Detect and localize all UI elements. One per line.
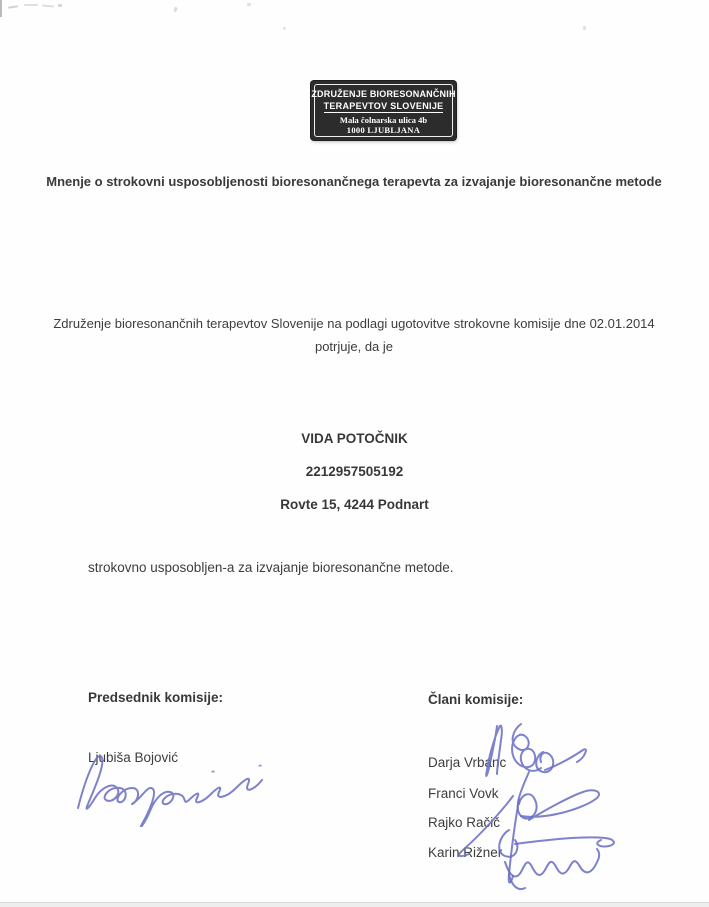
association-stamp	[311, 81, 456, 140]
scan-artifact	[58, 4, 62, 7]
president-name: Ljubiša Bojović	[88, 750, 179, 765]
members-label: Člani komisije:	[428, 692, 524, 707]
scan-artifact	[8, 5, 18, 8]
scan-artifact	[24, 4, 38, 6]
member-name: Franci Vovk	[428, 786, 499, 801]
members-signatures	[425, 712, 640, 902]
member-name: Karin Rižner	[428, 845, 503, 860]
holder-address: Rovte 15, 4244 Podnart	[280, 497, 429, 512]
member-name: Darja Vrbanc	[428, 755, 507, 770]
stamp-association-name-line1: ZDRUŽENJE BIORESONANČNIH	[311, 89, 456, 99]
scan-artifact	[173, 7, 178, 13]
holder-id-number: 2212957505192	[305, 464, 404, 479]
scan-artifact	[583, 26, 587, 31]
holder-name: VIDA POTOČNIK	[301, 431, 408, 446]
scan-artifact	[42, 4, 54, 7]
scan-bottom-edge	[0, 902, 709, 907]
scan-artifact	[283, 27, 286, 30]
stamp-street-address: Mala čolnarska ulica 4b	[339, 115, 428, 125]
scan-artifact	[247, 3, 251, 6]
president-label: Predsednik komisije:	[88, 690, 224, 705]
stamp-association-name-line2: TERAPEVTOV SLOVENIJE	[323, 101, 444, 111]
intro-paragraph: Združenje bioresonančnih terapevtov Slovenije na podlagi ugotovitve strokovne komisije dne 02.01.2014 potrjuje, da je	[53, 316, 655, 354]
qualification-statement: strokovno usposobljen-a za izvajanje bioresonančne metode.	[88, 560, 454, 575]
stamp-city: 1000 LJUBLJANA	[346, 125, 421, 135]
document-title: Mnenje o strokovni usposobljenosti bioresonančnega terapevta za izvajanje bioresonančne metode	[46, 174, 662, 189]
member-name: Rajko Račič	[428, 815, 501, 830]
scan-artifact	[0, 0, 2, 17]
